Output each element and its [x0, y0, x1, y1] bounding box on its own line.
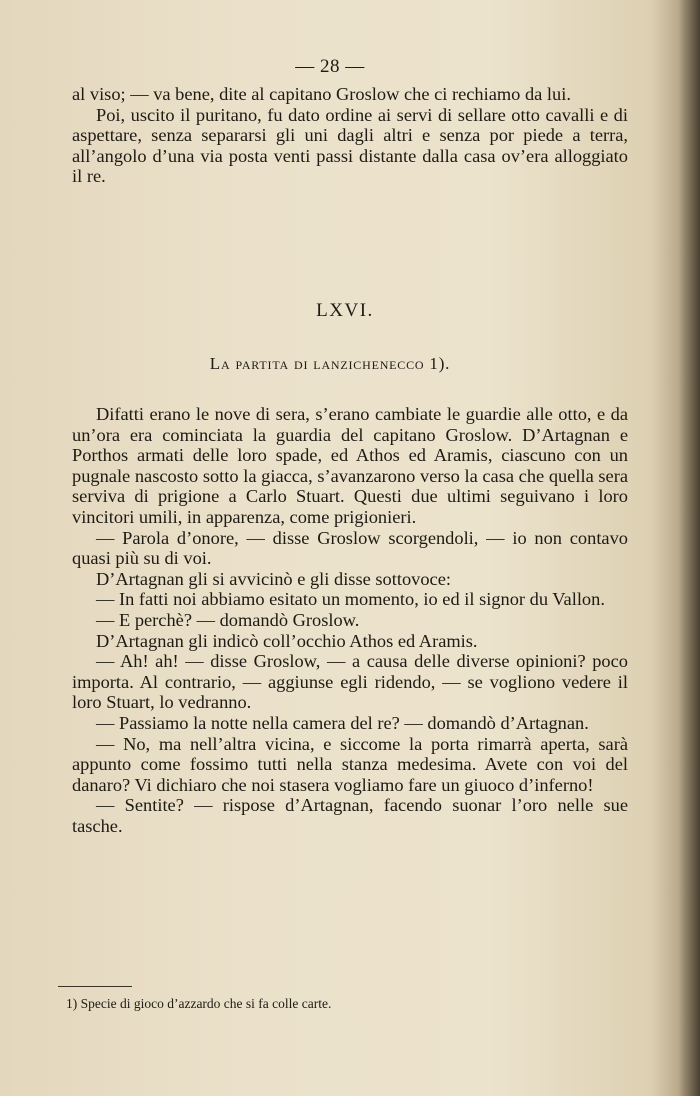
main-text-block [72, 404, 628, 836]
paragraph: — In fatti noi abbiamo esitato un momento, io ed il signor du Vallon. [96, 589, 605, 610]
paragraph: — E perchè? — domandò Groslow. [96, 609, 360, 630]
page-edge-shadow [678, 0, 700, 1096]
paragraph: Difatti erano le nove di sera, s’erano cambiate le guardie alle otto, e da un’ora era cominciata la guardia del capitano Groslow. D’Artagnan e Porthos armati delle loro spade, ed Athos ed Aramis, ciascuno con un pugnale nascosto sotto la giacca, s’avanzarono verso la casa che quella sera serviva di prigione a Carlo Stuart. Questi due ultimi seguivano i loro vincitori umili, in apparenza, come prigionieri. [72, 404, 628, 527]
page-number: — 28 — [295, 56, 365, 77]
footnote-divider [58, 986, 132, 987]
top-text-block [72, 84, 628, 187]
chapter-title: La partita di lanzichenecco 1). [209, 354, 451, 373]
paragraph: — Passiamo la notte nella camera del re? — domandò d’Artagnan. [96, 712, 589, 733]
paragraph: Poi, uscito il puritano, fu dato ordine ai servi di sellare otto cavalli e di aspettare, senza separarsi gli uni dagli altri e senza por piede a terra, all’angolo d’una via posta venti passi distante dalla casa ov’era alloggiato il re. [72, 104, 628, 187]
footnote: 1) Specie di gioco d’azzardo che si fa colle carte. [66, 996, 332, 1011]
paragraph: D’Artagnan gli indicò coll’occhio Athos ed Aramis. [96, 630, 478, 651]
paragraph: al viso; — va bene, dite al capitano Groslow che ci rechiamo da lui. [72, 84, 571, 104]
paragraph: — No, ma nell’altra vicina, e siccome la porta rimarrà aperta, sarà appunto come fossimo tutti nella stanza medesima. Avete con voi del danaro? Vi dichiaro che noi stasera vogliamo fare un giuoco d’inferno! [72, 733, 628, 795]
paragraph: — Ah! ah! — disse Groslow, — a causa delle diverse opinioni? poco importa. Al contrario, — aggiunse egli ridendo, — se vogliono vedere il loro Stuart, lo vedranno. [72, 651, 628, 713]
paragraph: — Parola d’onore, — disse Groslow scorgendoli, — io non contavo quasi più su di voi. [72, 527, 628, 569]
paragraph: — Sentite? — rispose d’Artagnan, facendo suonar l’oro nelle sue tasche. [72, 795, 628, 836]
paragraph: D’Artagnan gli si avvicinò e gli disse sottovoce: [96, 568, 451, 589]
chapter-number: LXVI. [316, 300, 374, 321]
